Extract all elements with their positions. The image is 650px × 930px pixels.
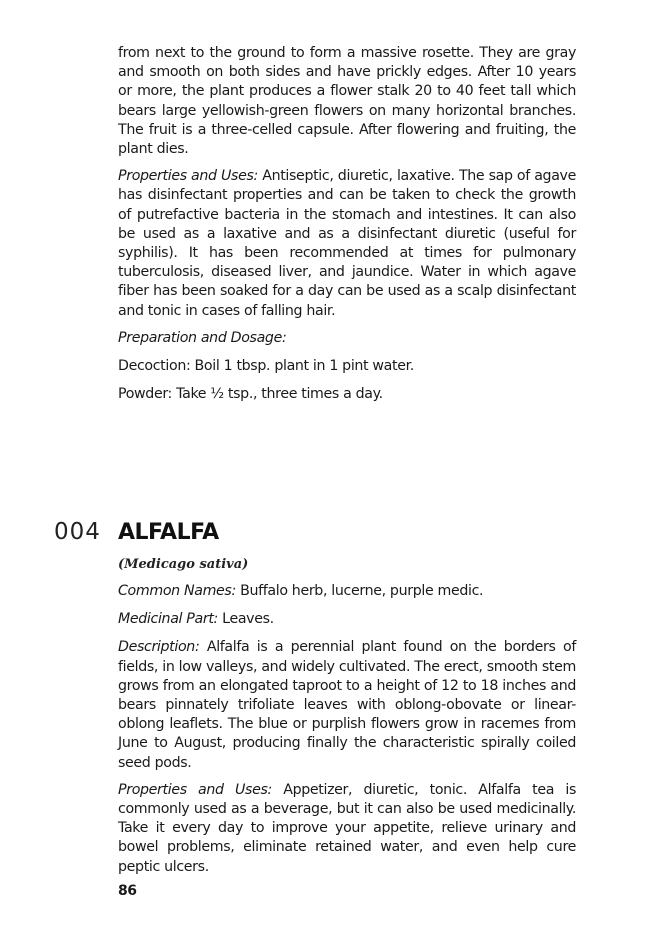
- continued-entry-section: [118, 44, 576, 404]
- properties-text: Antiseptic, diuretic, laxative. The sap of agave has disinfectant properties and can be taken to check the growth of putrefactive bacteria in the stomach and intestines. It can also be used as a laxative and as a disinfectant diuretic (useful for syphilis). It has been recommended at times for pulmonary tuberculosis, diseased liver, and jaundice. Water in which agave fiber has been soaked for a day can be used as a scalp disinfectant and tonic in cases of falling hair.: [118, 168, 576, 319]
- preparation-label: Preparation and Dosage:: [118, 329, 287, 346]
- alfalfa-properties-paragraph: [118, 781, 576, 877]
- common-names-paragraph: [118, 582, 576, 601]
- medicinal-part-text: Leaves.: [222, 611, 274, 628]
- medicinal-part-paragraph: [118, 610, 576, 629]
- alfalfa-entry-body: [118, 582, 576, 877]
- page-number: 86: [118, 883, 137, 899]
- alfalfa-properties-text: Appetizer, diuretic, tonic. Alfalfa tea is commonly used as a beverage, but it can also be used medicinally. Take it every day to improve your appetite, relieve urinary and bowel problems, eliminate retained water, and even help cure peptic ulcers.: [118, 781, 576, 875]
- preparation-decoction: Decoction: Boil 1 tbsp. plant in 1 pint water.: [118, 358, 414, 375]
- common-names-label: Common Names:: [118, 583, 236, 599]
- entry-heading: [54, 519, 219, 545]
- description-continuation: from next to the ground to form a massive rosette. They are gray and smooth on both sides and have prickly edges. After 10 years or more, the plant produces a flower stalk 20 to 40 feet tall which bears large yellowish-green flowers on many horizontal branches. The fruit is a three-celled capsule. After flowering and fruiting, the plant dies.: [118, 45, 576, 158]
- common-names-text: Buffalo herb, lucerne, purple medic.: [240, 583, 484, 599]
- description-paragraph: [118, 638, 576, 772]
- preparation-powder: Powder: Take ½ tsp., three times a day.: [118, 386, 383, 403]
- latin-name: (Medicago sativa): [118, 557, 249, 572]
- description-label: Description:: [118, 639, 200, 656]
- entry-title: ALFALFA: [118, 520, 219, 545]
- alfalfa-properties-label: Properties and Uses:: [118, 781, 272, 798]
- entry-number: 004: [54, 519, 101, 545]
- properties-label: Properties and Uses:: [118, 168, 258, 185]
- medicinal-part-label: Medicinal Part:: [118, 611, 218, 628]
- agave-properties-paragraph: [118, 167, 576, 321]
- description-text: Alfalfa is a perennial plant found on the borders of fields, in low valleys, and widely cultivated. The erect, smooth stem grows from an elongated taproot to a height of 12 to 18 inches and bears pinnately trifoliate leaves with oblong-obovate or linear-oblong leaflets. The blue or purplish flowers grow in racemes from June to August, producing finally the characteristic spirally coiled seed pods.: [118, 639, 576, 771]
